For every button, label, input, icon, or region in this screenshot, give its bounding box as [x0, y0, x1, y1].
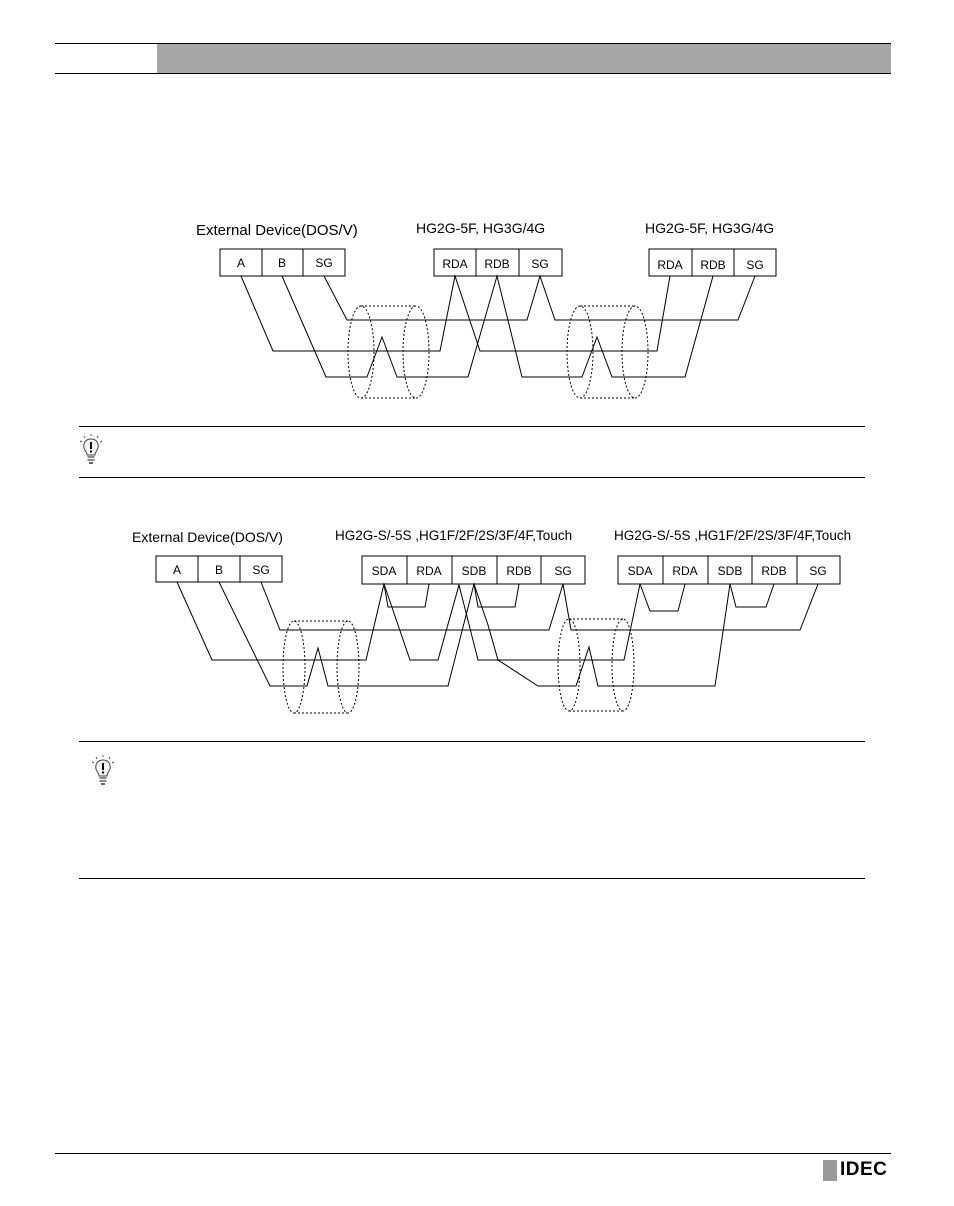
- d1-u1-pin-rdb: RDB: [484, 257, 510, 271]
- d1-unit2-label: HG2G-5F, HG3G/4G: [645, 220, 775, 236]
- wiring-diagram-2: [0, 520, 954, 720]
- d1-ext-pin-sg: SG: [315, 256, 333, 270]
- d1-u2-pin-rdb: RDB: [700, 258, 726, 272]
- d2-unit2-label: HG2G-S/-5S ,HG1F/2F/2S/3F/4F,Touch: [614, 528, 852, 543]
- hint-note-box-1: [79, 426, 865, 478]
- idec-logo-text: IDEC: [840, 1159, 888, 1180]
- d2-u1-pin-rda: RDA: [416, 564, 442, 578]
- d2-u2-pin-rdb: RDB: [761, 564, 787, 578]
- d2-u1-pin-rdb: RDB: [506, 564, 532, 578]
- d2-ext-pin-b: B: [214, 563, 224, 577]
- d1-unit1-label: HG2G-5F, HG3G/4G: [416, 220, 546, 236]
- d1-u1-pin-rda: RDA: [442, 257, 468, 271]
- d2-u1-pin-sdb: SDB: [461, 564, 487, 578]
- d2-u2-pin-sg: SG: [809, 564, 827, 578]
- page-header-bar: [55, 43, 891, 74]
- lightbulb-icon: [91, 754, 115, 786]
- d2-unit1-label: HG2G-S/-5S ,HG1F/2F/2S/3F/4F,Touch: [335, 528, 573, 543]
- d1-external-device-label: External Device(DOS/V): [196, 222, 358, 239]
- d2-ext-pin-sg: SG: [252, 563, 270, 577]
- d1-ext-pin-b: B: [277, 256, 287, 270]
- d2-external-device-label: External Device(DOS/V): [132, 529, 283, 545]
- wiring-diagram-1: [0, 210, 954, 405]
- d2-u2-pin-sdb: SDB: [717, 564, 743, 578]
- idec-logo: [823, 1160, 889, 1181]
- d2-ext-pin-a: A: [172, 563, 182, 577]
- d1-u2-pin-sg: SG: [746, 258, 764, 272]
- lightbulb-icon: [79, 433, 103, 465]
- header-shaded-band: [157, 44, 891, 73]
- idec-logo-mark: [823, 1160, 837, 1181]
- header-bottom-rule: [55, 73, 891, 74]
- d2-u1-pin-sda: SDA: [371, 564, 397, 578]
- hint-note-box-2: [79, 741, 865, 879]
- d2-u2-pin-rda: RDA: [672, 564, 698, 578]
- d2-u1-pin-sg: SG: [554, 564, 572, 578]
- d1-ext-pin-a: A: [236, 256, 246, 270]
- d1-u1-pin-sg: SG: [531, 257, 549, 271]
- footer-rule: [55, 1153, 891, 1154]
- d2-u2-pin-sda: SDA: [627, 564, 653, 578]
- d1-u2-pin-rda: RDA: [657, 258, 683, 272]
